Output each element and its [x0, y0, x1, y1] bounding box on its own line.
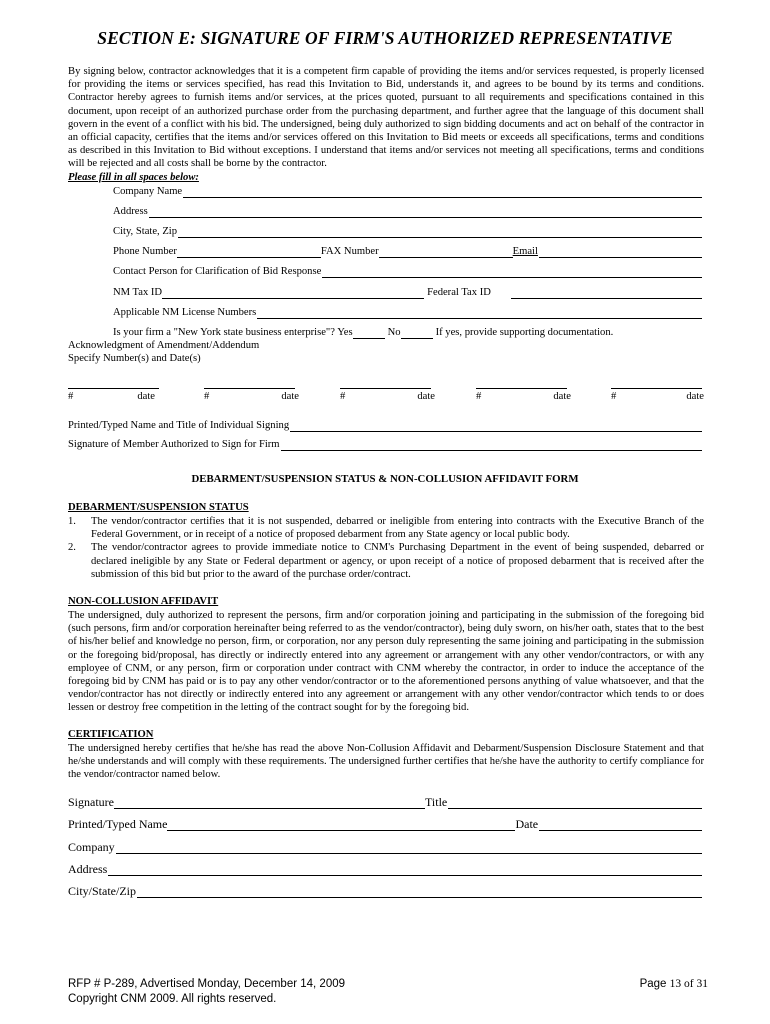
certification-text: The undersigned hereby certifies that he/she has read the above Non-Collusion Affidavit and Debarment/Suspension Disclosure Statement and that he/she understands and will comply with these requirements. The undersigned further certifies that he/she have the authority to certify compliance for the vendor/contractor named below.	[68, 743, 704, 781]
intro-paragraph: By signing below, contractor acknowledges that it is a competent firm capable of providing the items and/or services requested, is properly licensed for providing the items or services specified, has read this Invitation to Bid, understands it, and agrees to be bound by its terms and conditions. Contractor hereby agrees to furnish items and/or services, at the prices quoted, pursuant to all requirements and specifications contained in this document, upon receipt of an authorized purchase order from the purchasing department, and further agree that the language of this document shall govern in the event of a conflict with his bid. The undersigned, being duly authorized to sign bidding documents and act on behalf of the contractor in an official capacity, certifies that the items and/or services offered on this Invitation to Bid meets or exceeds all specifications, terms and conditions as described in this Invitation to Bid without exceptions. I understand that items and/or services not meeting all specifications, terms and conditions will be rejected and all costs shall be borne by the contractor.	[68, 66, 704, 170]
amendment-entry-2[interactable]	[204, 388, 299, 402]
ny-note: If yes, provide supporting documentation.	[435, 327, 614, 338]
amendment-entry-1[interactable]	[68, 388, 159, 402]
debarment-heading: DEBARMENT/SUSPENSION STATUS	[68, 502, 249, 513]
item-number: 2.	[68, 542, 76, 554]
amendment-entry-3[interactable]	[340, 388, 435, 402]
address-label: Address	[113, 206, 148, 217]
nm-tax-label: NM Tax ID	[113, 287, 163, 298]
certification-heading: CERTIFICATION	[68, 729, 154, 740]
cert-signature-field[interactable]	[114, 798, 425, 809]
cert-printed-label: Printed/Typed Name	[68, 817, 168, 831]
ny-no-label: No	[387, 327, 401, 338]
company-name-row	[113, 185, 702, 198]
date-label: date	[281, 391, 299, 402]
amendment-entry-5[interactable]	[611, 388, 702, 402]
email-field[interactable]	[539, 247, 702, 258]
hash-label: #	[611, 391, 617, 402]
fax-label: FAX Number	[320, 246, 379, 257]
phone-label: Phone Number	[113, 246, 177, 257]
cert-company-row	[68, 841, 702, 854]
cert-date-field[interactable]	[539, 820, 702, 831]
printed-name-field[interactable]	[290, 421, 702, 432]
federal-tax-label: Federal Tax ID	[427, 287, 491, 298]
cert-address-label: Address	[68, 862, 108, 876]
date-label: date	[686, 391, 704, 402]
date-label: date	[137, 391, 155, 402]
cert-printed-field[interactable]	[167, 820, 515, 831]
cert-city-label: City/State/Zip	[68, 884, 136, 898]
signature-member-field[interactable]	[281, 440, 702, 451]
ny-question-label: Is your firm a "New York state business enterprise"? Yes	[113, 327, 353, 338]
hash-label: #	[340, 391, 346, 402]
amendment-line2: Specify Number(s) and Date(s)	[68, 353, 201, 364]
affidavit-title: DEBARMENT/SUSPENSION STATUS & NON-COLLUSION AFFIDAVIT FORM	[191, 473, 579, 485]
nm-tax-field[interactable]	[162, 288, 424, 299]
cert-signature-label: Signature	[68, 795, 114, 809]
printed-name-label: Printed/Typed Name and Title of Individual Signing	[68, 420, 290, 431]
address-row	[113, 205, 702, 218]
phone-field[interactable]	[177, 247, 321, 258]
federal-tax-field[interactable]	[511, 288, 702, 299]
email-label: Email	[512, 246, 538, 257]
cert-company-field[interactable]	[116, 843, 702, 854]
hash-label: #	[476, 391, 482, 402]
contact-field[interactable]	[322, 267, 702, 278]
printed-name-row	[68, 419, 702, 432]
company-name-field[interactable]	[183, 187, 702, 198]
fax-field[interactable]	[379, 247, 513, 258]
list-item	[68, 515, 704, 541]
page-label: Page	[639, 978, 667, 990]
nm-license-label: Applicable NM License Numbers	[113, 307, 257, 318]
amendment-line1: Acknowledgment of Amendment/Addendum	[68, 340, 260, 351]
date-label: date	[417, 391, 435, 402]
cert-address-row	[68, 863, 702, 876]
signature-member-row	[68, 438, 702, 451]
contact-label: Contact Person for Clarification of Bid Response	[113, 266, 322, 277]
cert-title-field[interactable]	[448, 798, 702, 809]
debarment-list	[68, 515, 704, 581]
signature-member-label: Signature of Member Authorized to Sign for Firm	[68, 439, 280, 450]
item-number: 1.	[68, 516, 76, 527]
nm-license-field[interactable]	[257, 308, 702, 319]
footer-rfp: RFP # P-289, Advertised Monday, December 14, 2009	[68, 978, 346, 990]
contact-row	[113, 265, 702, 278]
date-label: date	[553, 391, 571, 402]
tax-id-row	[113, 286, 702, 299]
cert-company-label: Company	[68, 840, 115, 854]
footer-copyright: Copyright CNM 2009. All rights reserved.	[68, 993, 277, 1005]
hash-label: #	[204, 391, 210, 402]
ny-no-field[interactable]	[401, 328, 433, 339]
item-text: The vendor/contractor agrees to provide immediate notice to CNM's Purchasing Department in the event of being suspended, debarred or declared ineligible by any State or Federal department or agency, or upon receipt of a notice of proposed debarment that is received after the submission of this bid but prior to the award of the purchase order/contract.	[91, 542, 704, 580]
section-title: SECTION E: SIGNATURE OF FIRM'S AUTHORIZED REPRESENTATIVE	[97, 28, 673, 48]
item-text: The vendor/contractor certifies that it is not suspended, debarred or ineligible from entering into contracts with the Executive Branch of the Federal Government, or in receipt of a notice of proposed debarment from any State agency or local public body.	[91, 516, 704, 541]
license-row	[113, 306, 702, 319]
page-number	[640, 977, 708, 992]
city-state-zip-field[interactable]	[178, 227, 702, 238]
cert-date-label: Date	[515, 817, 539, 831]
ny-yes-field[interactable]	[353, 328, 385, 339]
list-item	[68, 541, 704, 581]
company-name-label: Company Name	[113, 186, 183, 197]
cert-city-row	[68, 885, 702, 898]
amendment-entry-4[interactable]	[476, 388, 571, 402]
cert-title-label: Title	[425, 795, 448, 809]
city-state-zip-label: City, State, Zip	[113, 226, 178, 237]
cert-signature-row	[68, 796, 702, 809]
ny-question-row	[113, 326, 613, 339]
noncollusion-text: The undersigned, duly authorized to represent the persons, firm and/or corporation joining and participating in the submission of the foregoing bid (such persons, firm and/or corporation hereinafter being referred to as the vendor/contractor), being duly sworn, on his/her oath, states that to the best of his/her belief and knowledge no person, firm, or corporation, nor any person duly representing the same joining and participating in the submission or the foregoing bid/proposal, has directly or indirectly entered into any agreement or arrangement with any other vendor/contractors, or with any employee of CNM, or any person, firm or corporation under contract with CNM whereby the contractor, in order to induce the acceptance of the foregoing bid by CNM has paid or is to pay any other vendor/contractor or to the aforementioned persons anything of value whatsoever, and that the vendor/contractor has not directly or indirectly entered into any agreement or arrangement with any other vendor/contractor which tends to or does lessen or destroy free competition in the letting of the contract sought for by the foregoing bid.	[68, 610, 704, 714]
hash-label: #	[68, 391, 74, 402]
cert-city-field[interactable]	[137, 887, 702, 898]
address-field[interactable]	[149, 207, 702, 218]
phone-fax-email-row	[113, 245, 702, 258]
fill-heading: Please fill in all spaces below:	[68, 172, 199, 183]
page-value: 13 of 31	[669, 978, 708, 990]
cert-address-field[interactable]	[108, 865, 702, 876]
cert-printed-row	[68, 818, 702, 831]
noncollusion-heading: NON-COLLUSION AFFIDAVIT	[68, 596, 219, 607]
city-state-zip-row	[113, 225, 702, 238]
